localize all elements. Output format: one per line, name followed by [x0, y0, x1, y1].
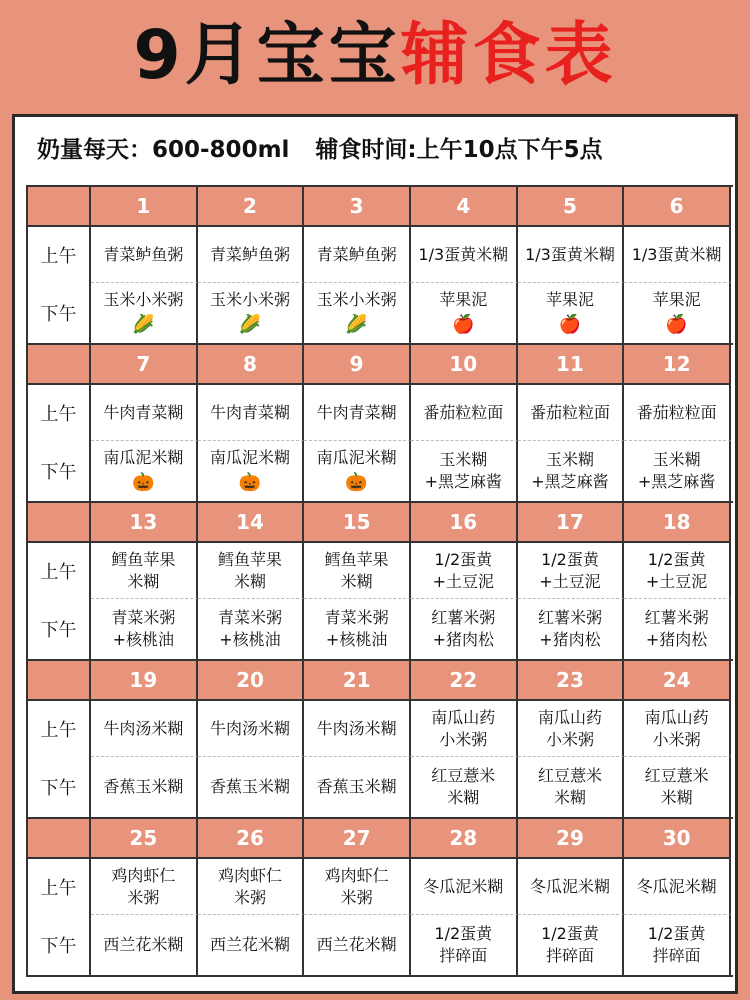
meal-text: 1/2蛋黄	[647, 924, 706, 943]
meal-text: 1/2蛋黄	[541, 924, 599, 943]
meal-cell	[624, 599, 731, 659]
meal-text: 牛肉汤米糊	[103, 718, 184, 738]
meal-text: 米糊	[660, 788, 693, 807]
meal-text: 青菜鲈鱼粥	[316, 244, 397, 264]
meal-cell	[304, 859, 411, 915]
meal-cell	[91, 441, 198, 501]
afternoon-row	[28, 599, 731, 659]
meal-cell	[411, 859, 518, 915]
day-header-row	[28, 819, 731, 859]
meal-text: 西兰花米糊	[103, 935, 184, 954]
meal-cell	[198, 701, 305, 757]
meal-text: 小米粥	[545, 729, 594, 749]
meal-text: +土豆泥	[432, 571, 494, 591]
afternoon-row	[28, 283, 731, 343]
meal-text: 鳕鱼苹果	[324, 549, 389, 569]
meal-text: +黑芝麻酱	[637, 472, 716, 491]
day-number: 12	[624, 345, 731, 383]
meal-cell	[518, 701, 625, 757]
meal-text: 米糊	[233, 571, 266, 591]
milk-amount: 奶量每天：600-800ml	[37, 137, 290, 163]
meal-text: 1/3蛋黄米糊	[418, 244, 509, 264]
meal-text: 牛肉青菜糊	[316, 402, 397, 422]
meal-text: 青菜鲈鱼粥	[103, 244, 184, 264]
meal-cell	[624, 859, 731, 915]
meal-text: 香蕉玉米糊	[209, 777, 290, 796]
meal-cell	[304, 227, 411, 283]
meal-text: 红豆薏米	[644, 766, 709, 785]
morning-row	[28, 859, 731, 915]
week-block	[28, 187, 733, 345]
meal-cell	[91, 227, 198, 283]
day-number: 19	[91, 661, 198, 699]
meal-cell	[198, 543, 305, 599]
meal-text: 小米粥	[439, 729, 488, 749]
meal-text: 香蕉玉米糊	[103, 777, 184, 796]
meal-cell	[304, 441, 411, 501]
meal-text: 西兰花米糊	[316, 935, 397, 954]
meal-text: 南瓜山药	[431, 707, 496, 727]
day-number: 23	[518, 661, 625, 699]
week-block	[28, 661, 733, 819]
day-header-row	[28, 661, 731, 701]
morning-label: 上午	[28, 227, 91, 283]
header-spacer	[28, 187, 91, 225]
meal-cell	[304, 757, 411, 817]
meal-text: 青菜鲈鱼粥	[209, 244, 290, 264]
corn-icon: 🌽	[132, 314, 155, 335]
meal-text: +核桃油	[219, 630, 281, 649]
meal-cell	[624, 441, 731, 501]
meal-text: +黑芝麻酱	[531, 472, 609, 491]
day-number: 6	[624, 187, 731, 225]
meal-text: 冬瓜泥米糊	[636, 876, 717, 896]
meal-text: 苹果泥	[439, 290, 488, 309]
meal-text: 南瓜泥米糊	[316, 448, 397, 467]
meal-text: 青菜米粥	[111, 608, 176, 627]
meal-text: 红豆薏米	[537, 766, 602, 785]
meal-text: +核桃油	[112, 630, 175, 649]
meal-cell	[518, 915, 625, 975]
meal-cell	[198, 385, 305, 441]
day-number: 8	[198, 345, 305, 383]
corn-icon: 🌽	[345, 314, 368, 335]
meal-cell	[411, 757, 518, 817]
info-line	[15, 117, 735, 183]
afternoon-label: 下午	[28, 441, 91, 501]
meal-text: 1/2蛋黄	[434, 549, 493, 569]
apple-icon: 🍎	[665, 314, 688, 335]
meal-text: 玉米小米粥	[209, 290, 290, 309]
meal-cell	[411, 385, 518, 441]
afternoon-label: 下午	[28, 757, 91, 817]
meal-cell	[411, 599, 518, 659]
meal-text: 南瓜泥米糊	[209, 448, 290, 467]
meal-text: 玉米糊	[439, 450, 488, 469]
meal-text: +核桃油	[325, 630, 388, 649]
meal-text: +猪肉松	[539, 630, 601, 649]
meal-text: 苹果泥	[652, 290, 701, 309]
meal-cell	[411, 915, 518, 975]
meal-text: 苹果泥	[545, 290, 594, 309]
meal-text: 米糊	[553, 788, 586, 807]
meal-text: +猪肉松	[432, 630, 494, 649]
meal-cell	[518, 757, 625, 817]
meal-cell	[91, 385, 198, 441]
meal-cell	[624, 543, 731, 599]
schedule-grid	[26, 185, 733, 977]
meal-text: 青菜米粥	[324, 608, 389, 627]
meal-cell	[304, 915, 411, 975]
meal-text: 西兰花米糊	[209, 935, 290, 954]
meal-text: 红薯米粥	[644, 608, 709, 627]
day-number: 27	[304, 819, 411, 857]
meal-text: 玉米小米粥	[103, 290, 184, 309]
day-number: 15	[304, 503, 411, 541]
apple-icon: 🍎	[452, 314, 475, 335]
day-header-row	[28, 503, 731, 543]
meal-cell	[624, 227, 731, 283]
day-number: 1	[91, 187, 198, 225]
meal-cell	[624, 385, 731, 441]
meal-text: 拌碎面	[652, 946, 701, 965]
meal-cell	[624, 283, 731, 343]
day-number: 25	[91, 819, 198, 857]
meal-text: 拌碎面	[439, 946, 488, 965]
corn-icon: 🌽	[238, 314, 262, 335]
meal-cell	[91, 757, 198, 817]
day-number: 4	[411, 187, 518, 225]
meal-text: 牛肉青菜糊	[209, 402, 290, 422]
day-number: 3	[304, 187, 411, 225]
page-title	[0, 0, 750, 112]
header-spacer	[28, 661, 91, 699]
afternoon-row	[28, 757, 731, 817]
morning-label: 上午	[28, 701, 91, 757]
meal-text: 米糊	[447, 788, 480, 807]
morning-row	[28, 227, 731, 283]
meal-cell	[91, 543, 198, 599]
week-block	[28, 819, 733, 977]
feeding-time: 辅食时间:上午10点下午5点	[315, 137, 603, 163]
day-number: 26	[198, 819, 305, 857]
meal-text: 1/2蛋黄	[647, 549, 706, 569]
day-number: 9	[304, 345, 411, 383]
week-block	[28, 503, 733, 661]
meal-text: 牛肉青菜糊	[103, 402, 184, 422]
day-number: 18	[624, 503, 731, 541]
day-number: 21	[304, 661, 411, 699]
morning-row	[28, 543, 731, 599]
meal-cell	[624, 915, 731, 975]
meal-text: 香蕉玉米糊	[316, 777, 397, 796]
meal-text: 牛肉汤米糊	[316, 718, 397, 738]
meal-text: 番茄粒粒面	[636, 402, 717, 422]
afternoon-label: 下午	[28, 283, 91, 343]
meal-text: 冬瓜泥米糊	[529, 876, 610, 896]
meal-text: 南瓜山药	[537, 707, 602, 727]
meal-cell	[91, 915, 198, 975]
meal-cell	[198, 757, 305, 817]
meal-cell	[91, 701, 198, 757]
meal-text: +黑芝麻酱	[424, 472, 502, 491]
meal-cell	[198, 915, 305, 975]
meal-text: 玉米糊	[652, 450, 701, 469]
meal-cell	[518, 859, 625, 915]
meal-cell	[411, 283, 518, 343]
meal-cell	[198, 441, 305, 501]
day-number: 30	[624, 819, 731, 857]
meal-text: 1/3蛋黄米糊	[631, 244, 722, 264]
meal-cell	[624, 757, 731, 817]
meal-text: 番茄粒粒面	[529, 402, 610, 422]
meal-text: 番茄粒粒面	[423, 402, 504, 422]
morning-label: 上午	[28, 385, 91, 441]
day-number: 11	[518, 345, 625, 383]
meal-text: 米粥	[127, 887, 160, 907]
afternoon-label: 下午	[28, 915, 91, 975]
schedule-card	[12, 114, 738, 994]
meal-cell	[304, 283, 411, 343]
meal-cell	[304, 543, 411, 599]
meal-cell	[518, 283, 625, 343]
meal-cell	[91, 859, 198, 915]
meal-text: 鸡肉虾仁	[324, 865, 389, 885]
meal-text: 鳕鱼苹果	[217, 549, 282, 569]
day-number: 20	[198, 661, 305, 699]
meal-cell	[411, 701, 518, 757]
week-block	[28, 345, 733, 503]
day-header-row	[28, 345, 731, 385]
meal-cell	[518, 227, 625, 283]
meal-text: 玉米糊	[545, 450, 594, 469]
meal-text: 拌碎面	[545, 946, 594, 965]
day-header-row	[28, 187, 731, 227]
meal-text: 南瓜泥米糊	[103, 448, 184, 467]
meal-text: +土豆泥	[539, 571, 601, 591]
meal-text: 1/2蛋黄	[434, 924, 493, 943]
morning-row	[28, 385, 731, 441]
header-spacer	[28, 819, 91, 857]
title-highlight: 辅食表	[400, 16, 617, 95]
pumpkin-icon: 🎃	[345, 472, 368, 493]
meal-text: 鸡肉虾仁	[111, 865, 176, 885]
pumpkin-icon: 🎃	[238, 472, 262, 493]
meal-text: 1/2蛋黄	[541, 549, 599, 569]
meal-cell	[518, 599, 625, 659]
day-number: 16	[411, 503, 518, 541]
day-number: 22	[411, 661, 518, 699]
day-number: 24	[624, 661, 731, 699]
meal-text: 鸡肉虾仁	[217, 865, 282, 885]
day-number: 5	[518, 187, 625, 225]
meal-cell	[198, 599, 305, 659]
day-number: 29	[518, 819, 625, 857]
meal-cell	[198, 283, 305, 343]
meal-cell	[518, 385, 625, 441]
meal-text: 玉米小米粥	[316, 290, 397, 309]
meal-cell	[91, 283, 198, 343]
pumpkin-icon: 🎃	[132, 472, 155, 493]
meal-text: 米糊	[127, 571, 160, 591]
morning-label: 上午	[28, 859, 91, 915]
meal-cell	[518, 543, 625, 599]
meal-cell	[198, 859, 305, 915]
meal-text: 1/3蛋黄米糊	[525, 244, 615, 264]
meal-text: 小米粥	[652, 729, 701, 749]
day-number: 13	[91, 503, 198, 541]
header-spacer	[28, 503, 91, 541]
day-number: 2	[198, 187, 305, 225]
meal-cell	[304, 599, 411, 659]
day-number: 14	[198, 503, 305, 541]
meal-text: +猪肉松	[645, 630, 708, 649]
title-month: 9月宝宝	[133, 16, 401, 95]
day-number: 17	[518, 503, 625, 541]
header-spacer	[28, 345, 91, 383]
meal-text: 冬瓜泥米糊	[423, 876, 504, 896]
afternoon-row	[28, 915, 731, 975]
morning-row	[28, 701, 731, 757]
meal-cell	[198, 227, 305, 283]
meal-cell	[518, 441, 625, 501]
apple-icon: 🍎	[558, 314, 582, 335]
meal-cell	[411, 227, 518, 283]
day-number: 10	[411, 345, 518, 383]
meal-text: 米粥	[233, 887, 266, 907]
meal-text: 南瓜山药	[644, 707, 709, 727]
meal-text: 米粥	[340, 887, 373, 907]
meal-cell	[304, 385, 411, 441]
day-number: 7	[91, 345, 198, 383]
day-number: 28	[411, 819, 518, 857]
meal-text: 红薯米粥	[431, 608, 496, 627]
meal-text: 米糊	[340, 571, 373, 591]
meal-text: 红薯米粥	[537, 608, 602, 627]
meal-text: +土豆泥	[645, 571, 708, 591]
meal-cell	[304, 701, 411, 757]
meal-cell	[411, 441, 518, 501]
afternoon-row	[28, 441, 731, 501]
meal-text: 红豆薏米	[431, 766, 496, 785]
meal-cell	[91, 599, 198, 659]
meal-text: 牛肉汤米糊	[209, 718, 290, 738]
meal-text: 鳕鱼苹果	[111, 549, 176, 569]
afternoon-label: 下午	[28, 599, 91, 659]
meal-cell	[624, 701, 731, 757]
meal-cell	[411, 543, 518, 599]
meal-text: 青菜米粥	[217, 608, 282, 627]
morning-label: 上午	[28, 543, 91, 599]
